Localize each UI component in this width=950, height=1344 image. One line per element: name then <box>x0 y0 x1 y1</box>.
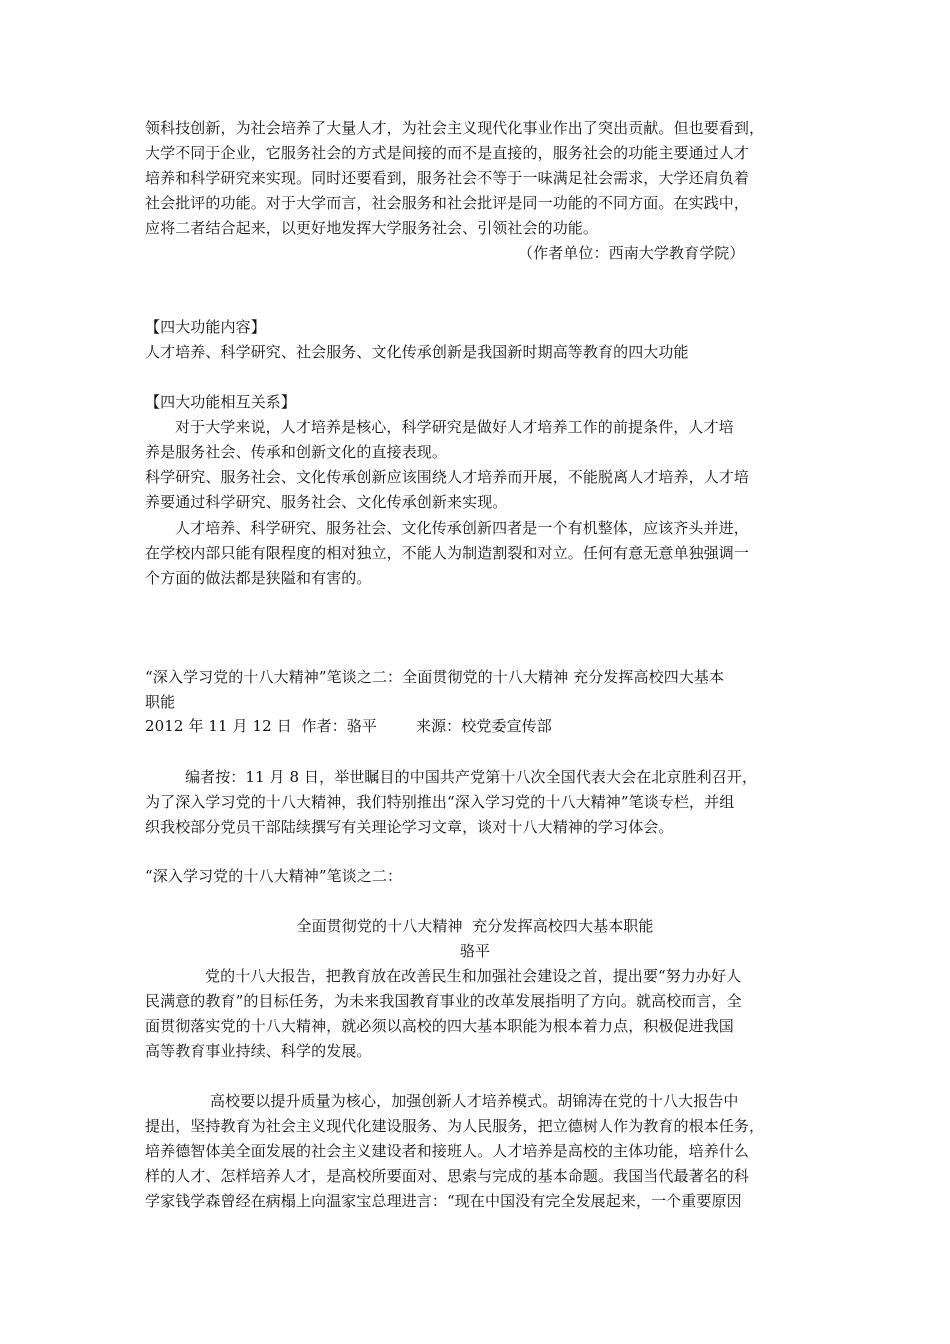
article-title-line: “深入学习党的十八大精神”笔谈之二：全面贯彻党的十八大精神 充分发挥高校四大基本 <box>145 668 725 686</box>
paragraph-line: 提出，坚持教育为社会主义现代化建设服务、为人民服务，把立德树人作为教育的根本任务， <box>145 1117 765 1135</box>
relation-line: 对于大学来说，人才培养是核心，科学研究是做好人才培养工作的前提条件，人才培 <box>175 418 734 436</box>
editor-note-line: 织我校部分党员干部陆续撰写有关理论学习文章，谈对十八大精神的学习体会。 <box>145 818 674 836</box>
relation-line: 科学研究、服务社会、文化传承创新应该围绕人才培养而开展，不能脱离人才培养，人才培 <box>145 468 750 486</box>
section-heading-relation: 【四大功能相互关系】 <box>145 393 297 411</box>
relation-line: 个方面的做法都是狭隘和有害的。 <box>145 569 372 587</box>
relation-line: 养要通过科学研究、服务社会、文化传承创新来实现。 <box>145 493 508 511</box>
author-unit: （作者单位：西南大学教育学院） <box>518 244 745 262</box>
paragraph-line: 培养德智体美全面发展的社会主义建设者和接班人。人才培养是高校的主体功能，培养什么 <box>145 1142 750 1160</box>
editor-note-line: 编者按：11 月 8 日，举世瞩目的中国共产党第十八次全国代表大会在北京胜利召开， <box>185 768 758 786</box>
paragraph-line: 党的十八大报告，把教育放在改善民生和加强社会建设之首，提出要“努力办好人 <box>205 967 742 985</box>
relation-line: 养是服务社会、传承和创新文化的直接表现。 <box>145 443 448 461</box>
article-title-line: 职能 <box>145 693 176 711</box>
prev-article-line: 培养和科学研究来实现。同时还要看到，服务社会不等于一味满足社会需求，大学还肩负着 <box>145 169 750 187</box>
editor-note-line: 为了深入学习党的十八大精神，我们特别推出“深入学习党的十八大精神”笔谈专栏，并组 <box>145 793 735 811</box>
series-label: “深入学习党的十八大精神”笔谈之二： <box>145 867 403 885</box>
prev-article-line: 应将二者结合起来，以更好地发挥大学服务社会、引领社会的功能。 <box>145 219 599 237</box>
prev-article-line: 大学不同于企业，它服务社会的方式是间接的而不是直接的，服务社会的功能主要通过人才 <box>145 144 750 162</box>
functions-content-text: 人才培养、科学研究、社会服务、文化传承创新是我国新时期高等教育的四大功能 <box>145 343 689 361</box>
prev-article-line: 领科技创新，为社会培养了大量人才，为社会主义现代化事业作出了突出贡献。但也要看到， <box>145 119 765 137</box>
paragraph-line: 高校要以提升质量为核心，加强创新人才培养模式。胡锦涛在党的十八大报告中 <box>210 1092 739 1110</box>
paragraph-line: 样的人才、怎样培养人才，是高校所要面对、思索与完成的基本命题。我国当代最著名的科 <box>145 1167 750 1185</box>
paragraph-line: 学家钱学森曾经在病榻上向温家宝总理进言：“现在中国没有完全发展起来，一个重要原因 <box>145 1192 742 1210</box>
prev-article-line: 社会批评的功能。对于大学而言，社会服务和社会批评是同一功能的不同方面。在实践中， <box>145 194 750 212</box>
main-title: 全面贯彻党的十八大精神 充分发挥高校四大基本职能 <box>296 917 654 935</box>
article-author: 骆平 <box>459 942 491 960</box>
paragraph-line: 高等教育事业持续、科学的发展。 <box>145 1042 372 1060</box>
section-heading-content: 【四大功能内容】 <box>145 318 266 336</box>
paragraph-line: 民满意的教育”的目标任务，为未来我国教育事业的改革发展指明了方向。就高校而言，全 <box>145 992 742 1010</box>
relation-line: 在学校内部只能有限程度的相对独立，不能人为制造割裂和对立。任何有意无意单独强调一 <box>145 544 750 562</box>
relation-line: 人才培养、科学研究、服务社会、文化传承创新四者是一个有机整体，应该齐头并进， <box>175 519 749 537</box>
article-meta: 2012 年 11 月 12 日 作者：骆平 来源：校党委宣传部 <box>145 717 552 735</box>
paragraph-line: 面贯彻落实党的十八大精神，就必须以高校的四大基本职能为根本着力点，积极促进我国 <box>145 1017 734 1035</box>
